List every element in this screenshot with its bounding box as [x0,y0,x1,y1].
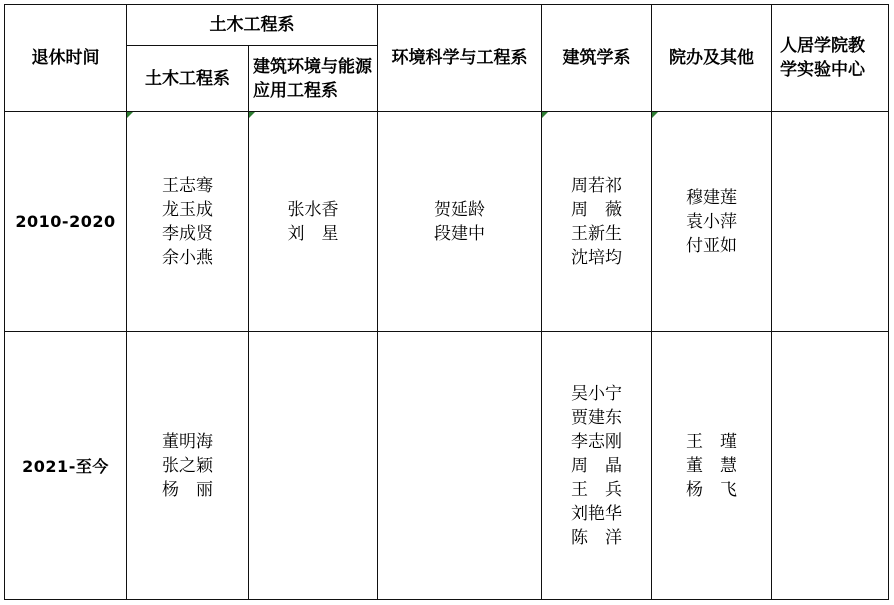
person-name: 王新生 [571,223,622,244]
table-row [5,332,889,600]
header-period: 退休时间 [5,5,127,112]
architecture-names-cell [542,112,652,332]
header-lab-center [772,5,889,112]
header-architecture: 建筑学系 [542,5,652,112]
person-name: 贾建东 [571,407,622,428]
person-name: 刘艳华 [571,503,622,524]
person-name: 李志刚 [571,431,622,452]
person-name: 王志骞 [162,175,213,196]
lab-center-names-cell [772,332,889,600]
person-name: 龙玉成 [162,199,213,220]
person-name: 付亚如 [686,235,737,256]
civil-names-cell [127,112,249,332]
retirement-table [4,4,889,600]
civil-names-cell [127,332,249,600]
person-name: 张水香 [287,199,339,220]
person-name: 段建中 [434,223,485,244]
person-name: 穆建莲 [686,187,737,208]
header-office: 院办及其他 [652,5,772,112]
person-name: 董明海 [162,431,213,452]
person-name: 周若祁 [571,175,622,196]
person-name: 贺延龄 [434,199,485,220]
person-name: 杨 飞 [686,479,737,500]
header-civil-group: 土木工程系 [127,5,378,46]
person-name: 董 慧 [686,455,737,476]
architecture-names-cell [542,332,652,600]
table-row [5,112,889,332]
building-env-names-cell [249,112,378,332]
person-name: 余小燕 [162,247,213,268]
header-building-env-text: 建筑环境与能源应用工程系 [253,56,372,101]
period-cell: 2010-2020 [5,112,127,332]
person-name: 王 兵 [571,479,622,500]
person-name: 袁小萍 [686,211,737,232]
person-name: 李成贤 [162,223,213,244]
office-names-cell [652,112,772,332]
person-name: 杨 丽 [162,479,213,500]
person-name: 王 瑾 [686,431,737,452]
period-cell: 2021-至今 [5,332,127,600]
person-name: 周 晶 [571,455,622,476]
person-name: 吴小宁 [571,383,622,404]
person-name: 张之颖 [162,455,213,476]
environment-names-cell [378,332,542,600]
office-names-cell [652,332,772,600]
person-name: 周 薇 [571,199,622,220]
lab-center-names-cell [772,112,889,332]
person-name: 刘 星 [287,223,339,244]
person-name: 陈 洋 [571,527,622,548]
building-env-names-cell [249,332,378,600]
header-environment: 环境科学与工程系 [378,5,542,112]
header-civil: 土木工程系 [127,46,249,112]
environment-names-cell [378,112,542,332]
header-lab-center-text: 人居学院教学实验中心 [780,36,865,80]
header-building-env [249,46,378,112]
person-name: 沈培均 [571,247,622,268]
